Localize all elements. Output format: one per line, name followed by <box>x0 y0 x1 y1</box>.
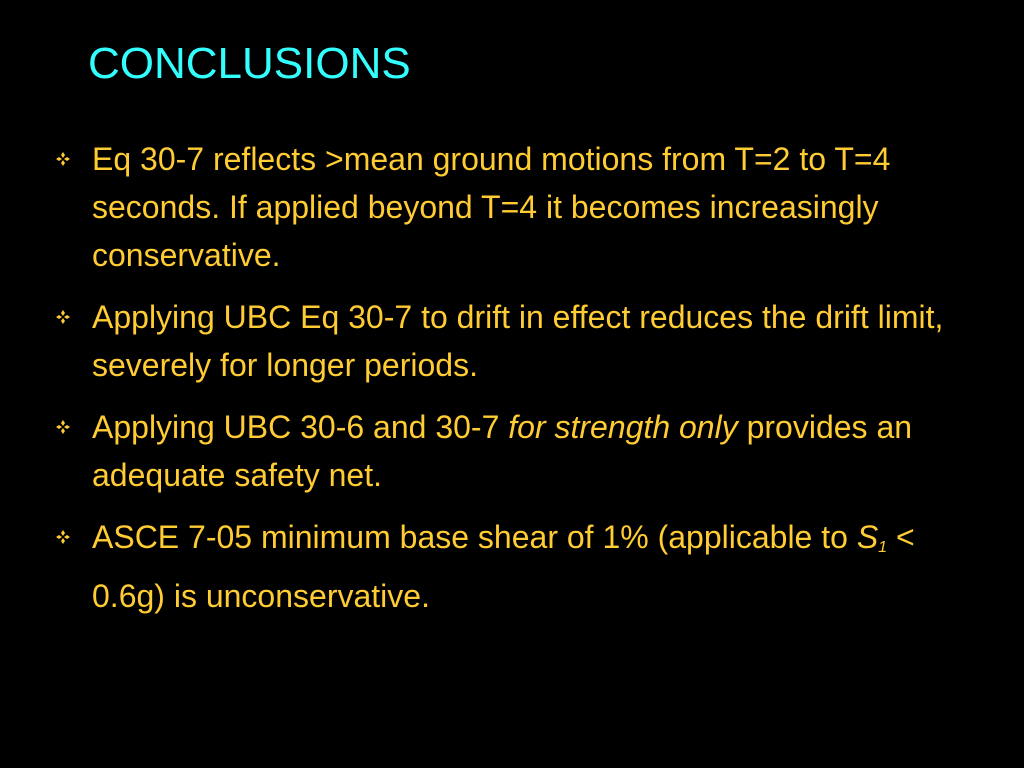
bullet-item <box>48 513 948 620</box>
bullet-text: Applying UBC Eq 30-7 to drift in effect reduces the drift limit, severely for longer periods. <box>92 299 944 383</box>
bullet-item <box>48 135 948 279</box>
four-diamond-bullet-icon <box>56 310 70 324</box>
slide-title: CONCLUSIONS <box>88 39 411 88</box>
bullet-text-plain: < 0.6g) is unconservative. <box>92 519 915 614</box>
four-diamond-bullet-icon <box>56 152 70 166</box>
bullet-text-plain: ASCE 7-05 minimum base shear of 1% (applicable to <box>92 519 857 555</box>
bullet-text: Eq 30-7 reflects >mean ground motions from T=2 to T=4 seconds. If applied beyond T=4 it becomes increasingly conservative. <box>92 141 891 273</box>
bullet-text <box>92 519 915 614</box>
four-diamond-bullet-icon <box>56 530 70 544</box>
bullet-text-plain: provides an adequate safety net. <box>92 409 913 493</box>
bullet-text-plain: Applying UBC 30-6 and 30-7 <box>92 409 509 445</box>
bullet-item <box>48 293 948 389</box>
symbol-s: S <box>856 519 879 555</box>
four-diamond-bullet-icon <box>56 420 70 434</box>
bullet-text <box>92 409 912 493</box>
bullet-item <box>48 403 948 499</box>
bullet-text-emphasis: for strength only <box>508 409 738 445</box>
symbol-subscript: 1 <box>878 539 888 556</box>
bullet-list <box>48 135 948 634</box>
